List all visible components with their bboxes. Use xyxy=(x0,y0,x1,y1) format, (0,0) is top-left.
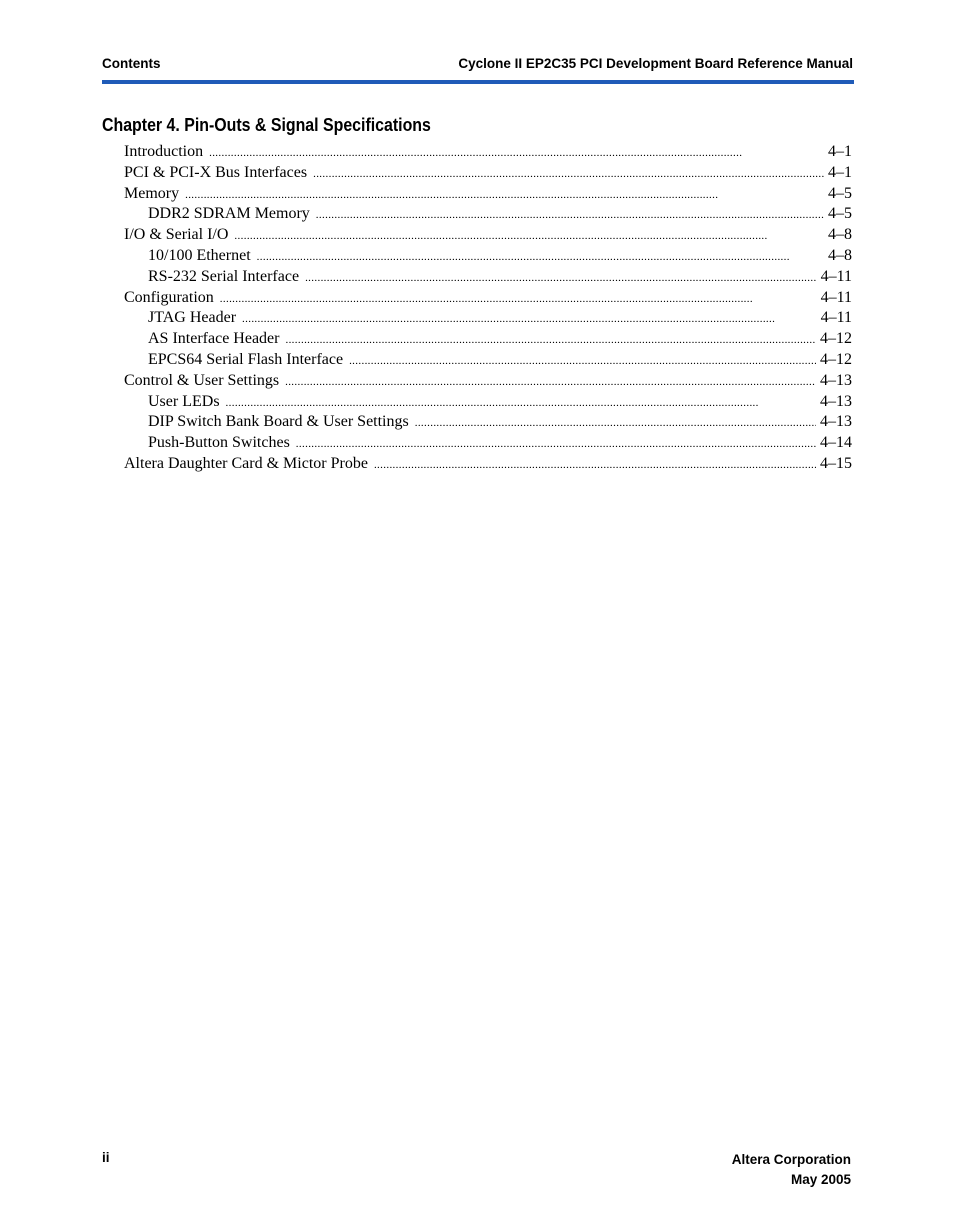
toc-entry[interactable] xyxy=(124,225,852,246)
toc-entry-page: 4–12 xyxy=(820,350,852,368)
toc-entry[interactable] xyxy=(124,350,852,371)
toc-entry[interactable] xyxy=(124,204,852,225)
toc-entry[interactable] xyxy=(124,308,852,329)
footer-page-number: ii xyxy=(102,1150,110,1165)
toc-dot-leader xyxy=(220,289,817,310)
footer-info xyxy=(732,1150,851,1190)
toc-dot-leader xyxy=(285,330,816,351)
toc-entry-label: 10/100 Ethernet xyxy=(148,246,251,264)
toc-dot-leader xyxy=(209,143,824,164)
toc-entry-page: 4–5 xyxy=(828,205,852,223)
toc-dot-leader xyxy=(257,247,824,268)
toc-entry[interactable] xyxy=(124,371,852,392)
toc-entry[interactable] xyxy=(124,163,852,184)
toc-entry[interactable] xyxy=(124,329,852,350)
toc-entry-page: 4–12 xyxy=(820,330,852,348)
toc-entry-label: Control & User Settings xyxy=(124,371,280,389)
toc-entry-page: 4–1 xyxy=(828,163,852,181)
toc-entry-page: 4–13 xyxy=(820,413,852,431)
toc-dot-leader xyxy=(374,455,816,476)
header-rule xyxy=(102,80,854,84)
toc-dot-leader xyxy=(349,351,816,372)
toc-entry-label: DDR2 SDRAM Memory xyxy=(148,205,310,223)
toc-entry-page: 4–1 xyxy=(828,143,852,160)
toc-entry-page: 4–14 xyxy=(820,434,852,452)
chapter-title: Chapter 4. Pin-Outs & Signal Specifications xyxy=(102,114,431,135)
toc-entry-page: 4–5 xyxy=(828,184,852,202)
toc-entry[interactable] xyxy=(124,184,852,205)
toc-dot-leader xyxy=(226,393,816,414)
footer-date: May 2005 xyxy=(790,1172,851,1187)
toc-dot-leader xyxy=(285,372,816,393)
toc-entry[interactable] xyxy=(124,267,852,288)
table-of-contents xyxy=(124,142,852,475)
toc-entry-page: 4–11 xyxy=(820,267,852,285)
toc-entry-page: 4–13 xyxy=(820,392,852,410)
toc-entry[interactable] xyxy=(124,142,852,163)
toc-entry-page: 4–11 xyxy=(820,309,852,327)
toc-dot-leader xyxy=(305,268,817,289)
toc-entry-page: 4–13 xyxy=(820,371,852,389)
toc-entry[interactable] xyxy=(124,392,852,413)
toc-entry-label: DIP Switch Bank Board & User Settings xyxy=(148,413,409,431)
toc-entry[interactable] xyxy=(124,454,852,475)
toc-entry-label: EPCS64 Serial Flash Interface xyxy=(148,350,344,368)
toc-dot-leader xyxy=(234,226,824,247)
toc-entry-label: User LEDs xyxy=(148,392,220,410)
toc-dot-leader xyxy=(313,164,824,185)
footer-company: Altera Corporation xyxy=(731,1152,851,1167)
toc-entry-page: 4–8 xyxy=(828,246,852,264)
header-section-label: Contents xyxy=(102,56,161,71)
toc-entry[interactable] xyxy=(124,288,852,309)
toc-entry-label: PCI & PCI-X Bus Interfaces xyxy=(124,163,308,181)
toc-entry-label: Configuration xyxy=(124,288,214,306)
toc-entry[interactable] xyxy=(124,433,852,454)
toc-entry-label: Altera Daughter Card & Mictor Probe xyxy=(124,454,368,472)
toc-entry[interactable] xyxy=(124,412,852,433)
toc-entry-page: 4–15 xyxy=(820,454,852,472)
toc-entry-label: Introduction xyxy=(124,143,204,160)
header-manual-title: Cyclone II EP2C35 PCI Development Board Reference Manual xyxy=(458,56,853,71)
toc-dot-leader xyxy=(185,185,824,206)
toc-entry-label: Memory xyxy=(124,184,180,202)
toc-dot-leader xyxy=(296,434,816,455)
toc-entry-label: Push-Button Switches xyxy=(148,434,290,452)
toc-entry-label: RS-232 Serial Interface xyxy=(148,267,300,285)
toc-entry[interactable] xyxy=(124,246,852,267)
toc-entry-label: I/O & Serial I/O xyxy=(124,226,229,244)
toc-entry-page: 4–11 xyxy=(820,288,852,306)
toc-dot-leader xyxy=(316,205,824,226)
toc-dot-leader xyxy=(242,309,817,330)
toc-dot-leader xyxy=(415,413,816,434)
toc-entry-label: JTAG Header xyxy=(148,309,237,327)
toc-entry-page: 4–8 xyxy=(828,226,852,244)
toc-entry-label: AS Interface Header xyxy=(148,330,280,348)
page-header xyxy=(102,56,853,76)
